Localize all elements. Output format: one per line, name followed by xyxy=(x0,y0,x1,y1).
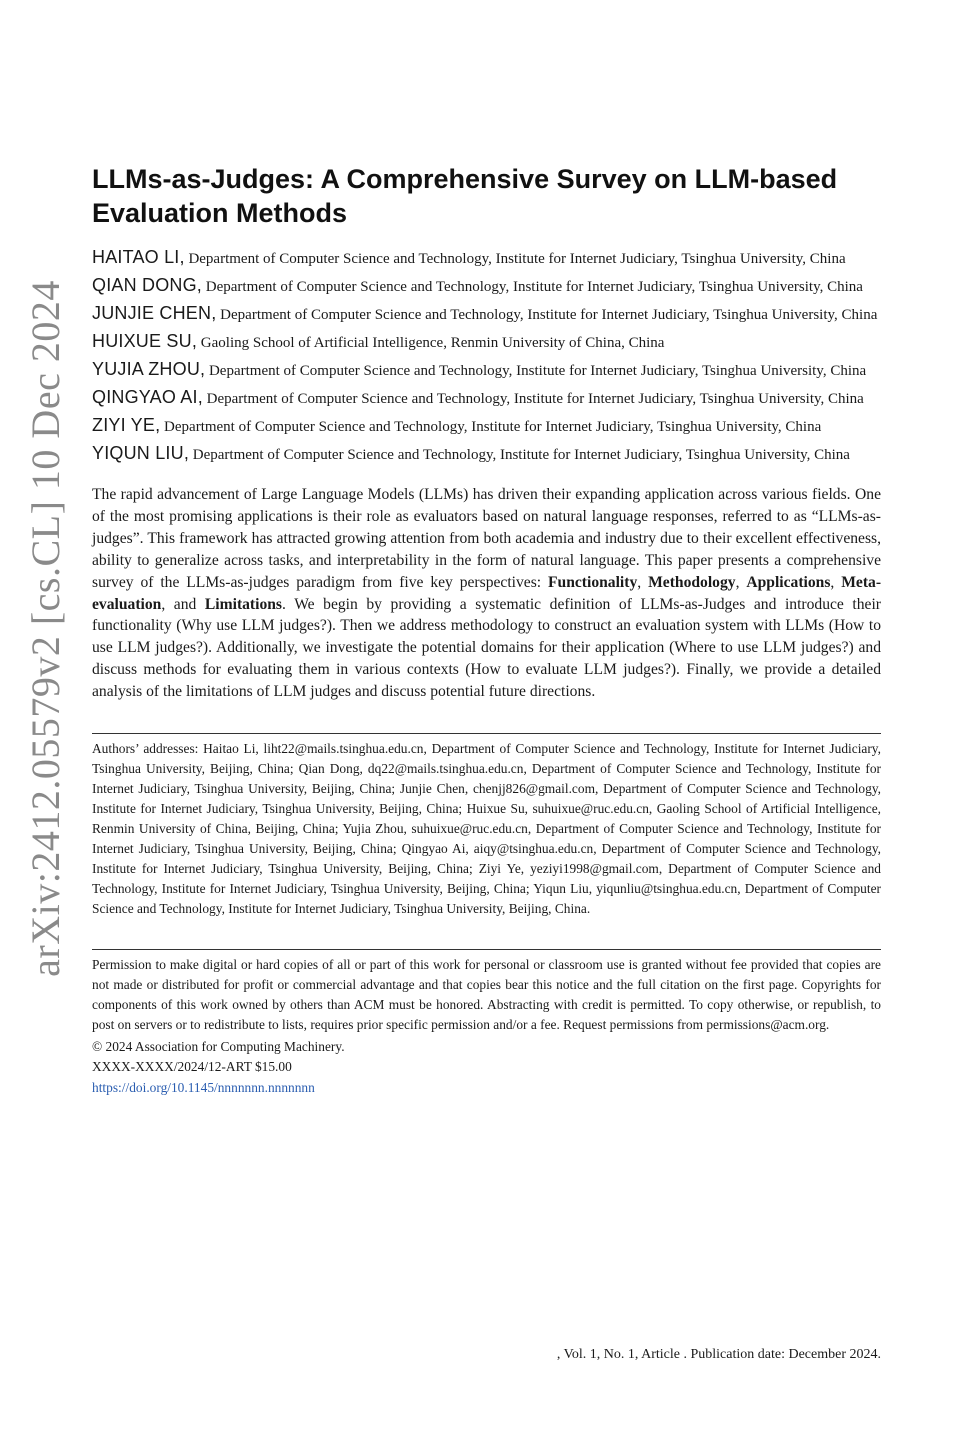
author-entry xyxy=(92,356,881,384)
abstract-separator: , xyxy=(830,573,842,591)
author-entry xyxy=(92,244,881,272)
abstract-text: The rapid advancement of Large Language Models (LLMs) has driven their expanding application across various fields. One of the most promising applications is their role as evaluators based on natural language responses, referred to as “LLMs-as-judges”. This framework has attracted growing attention from both academia and industry due to their excellent effectiveness, ability to generalize across tasks, and interpretability in the form of natural language. This paper presents a comprehensive survey of the LLMs-as-judges paradigm from five key perspectives: xyxy=(92,486,881,591)
permission-section xyxy=(92,949,881,1098)
paper-first-page xyxy=(92,160,881,1098)
author-name: QINGYAO AI, xyxy=(92,387,203,407)
doi-line xyxy=(92,1078,881,1098)
copyright-line: © 2024 Association for Computing Machinery. xyxy=(92,1039,345,1055)
author-affiliation: Department of Computer Science and Technology, Institute for Internet Judiciary, Tsinghua University, China xyxy=(208,363,867,379)
author-entry xyxy=(92,384,881,412)
author-affiliation: Gaoling School of Artificial Intelligence, Renmin University of China, China xyxy=(200,335,665,351)
author-entry xyxy=(92,300,881,328)
author-name: ZIYI YE, xyxy=(92,415,161,435)
keyword-functionality: Functionality xyxy=(548,573,638,591)
abstract-separator: , and xyxy=(161,595,205,613)
authors-addresses: Authors’ addresses: Haitao Li, liht22@mails.tsinghua.edu.cn, Department of Computer Science and Technology, Institute for Internet Judiciary, Tsinghua University, Beijing, China; Qian Dong, dq22@mails.tsinghua.edu.cn, Department of Computer Science and Technology, Institute for Internet Judiciary, Tsinghua University, Beijing, China; Junjie Chen, chenjj826@gmail.com, Department of Computer Science and Technology, Institute for Internet Judiciary, Tsinghua University, Beijing, China; Huixue Su, suhuixue@ruc.edu.cn, Gaoling School of Artificial Intelligence, Renmin University of China, Beijing, China; Yujia Zhou, suhuixue@ruc.edu.cn, Department of Computer Science and Technology, Institute for Internet Judiciary, Tsinghua University, Beijing, China; Qingyao Ai, aiqy@tsinghua.edu.cn, Department of Computer Science and Technology, Institute for Internet Judiciary, Tsinghua University, Beijing, China; Ziyi Ye, yeziyi1998@gmail.com, Department of Computer Science and Technology, Institute for Internet Judiciary, Tsinghua University, Beijing, China; Yiqun Liu, yiqunliu@tsinghua.edu.cn, Department of Computer Science and Technology, Institute for Internet Judiciary, Tsinghua University, Beijing, China. xyxy=(92,741,881,917)
arxiv-identifier-text: arXiv:2412.05579v2 [cs.CL] 10 Dec 2024 xyxy=(22,279,68,977)
footnote-rule xyxy=(92,733,881,734)
issn-line: XXXX-XXXX/2024/12-ART $15.00 xyxy=(92,1059,292,1075)
author-affiliation: Department of Computer Science and Technology, Institute for Internet Judiciary, Tsinghua University, China xyxy=(188,251,846,267)
keyword-limitations: Limitations xyxy=(204,595,282,613)
abstract-text-continued: . We begin by providing a systematic definition of LLMs-as-Judges and introduce their functionality (Why use LLM judges?). Then we address methodology to construct an evaluation system with LLMs (How to use LLM judges?). Additionally, we investigate the potential domains for their application (Where to use LLM judges?) and discuss methods for evaluating them in various contexts (How to evaluate LLM judges?). Finally, we provide a detailed analysis of the limitations of LLM judges and discuss potential future directions. xyxy=(92,595,881,701)
arxiv-identifier xyxy=(18,278,72,978)
author-name: YUJIA ZHOU, xyxy=(92,359,206,379)
author-affiliation: Department of Computer Science and Technology, Institute for Internet Judiciary, Tsinghua University, China xyxy=(205,279,863,295)
author-affiliation: Department of Computer Science and Technology, Institute for Internet Judiciary, Tsinghua University, China xyxy=(164,419,822,435)
footnote-rule xyxy=(92,949,881,950)
author-name: HUIXUE SU, xyxy=(92,331,198,351)
abstract xyxy=(92,484,881,703)
author-affiliation: Department of Computer Science and Technology, Institute for Internet Judiciary, Tsinghua University, China xyxy=(192,447,850,463)
authors-addresses-section xyxy=(92,733,881,919)
author-list xyxy=(92,244,881,468)
author-name: JUNJIE CHEN, xyxy=(92,303,217,323)
keyword-applications: Applications xyxy=(746,573,831,591)
author-affiliation: Department of Computer Science and Technology, Institute for Internet Judiciary, Tsinghua University, China xyxy=(206,391,864,407)
author-name: QIAN DONG, xyxy=(92,275,203,295)
abstract-separator: , xyxy=(637,573,649,591)
author-affiliation: Department of Computer Science and Technology, Institute for Internet Judiciary, Tsinghua University, China xyxy=(220,307,878,323)
abstract-separator: , xyxy=(735,573,747,591)
permission-notice: Permission to make digital or hard copies of all or part of this work for personal or classroom use is granted without fee provided that copies are not made or distributed for profit or commercial advantage and that copies bear this notice and the full citation on the first page. Copyrights for components of this work owned by others than ACM must be honored. Abstracting with credit is permitted. To copy otherwise, or republish, to post on servers or to redistribute to lists, requires prior specific permission and/or a fee. Request permissions from permissions@acm.org. xyxy=(92,957,881,1033)
doi-link[interactable]: https://doi.org/10.1145/nnnnnnn.nnnnnnn xyxy=(92,1079,315,1095)
author-entry xyxy=(92,440,881,468)
author-entry xyxy=(92,328,881,356)
author-entry xyxy=(92,412,881,440)
author-name: YIQUN LIU, xyxy=(92,443,190,463)
keyword-meta-evaluation: Meta-evaluation xyxy=(92,573,882,613)
author-entry xyxy=(92,272,881,300)
page-footer: , Vol. 1, No. 1, Article . Publication date: December 2024. xyxy=(556,1347,881,1362)
author-name: HAITAO LI, xyxy=(92,247,185,267)
keyword-methodology: Methodology xyxy=(648,573,736,591)
paper-title: LLMs-as-Judges: A Comprehensive Survey on LLM-based Evaluation Methods xyxy=(92,164,838,228)
